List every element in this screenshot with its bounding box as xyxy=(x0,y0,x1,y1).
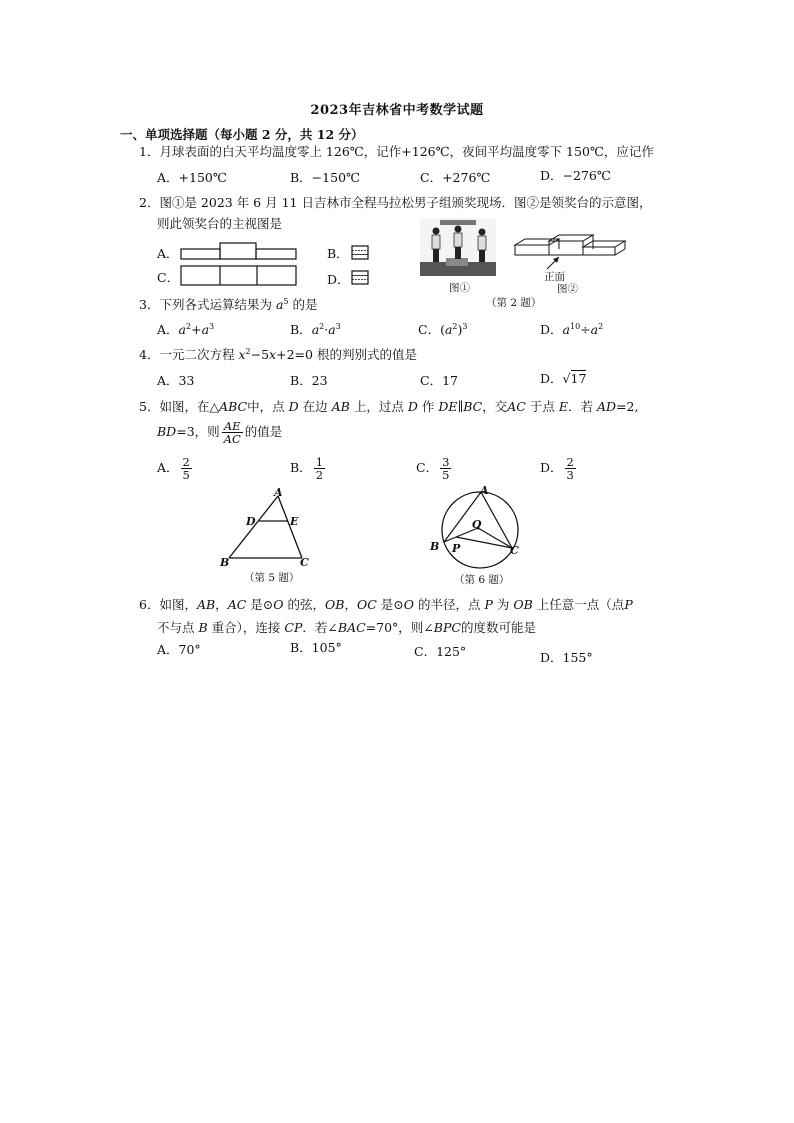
q6-option-c: C．125° xyxy=(414,644,467,659)
q2-stem-line2: 则此领奖台的主视图是 xyxy=(157,216,283,231)
q3-option-d: D．$a^{10}\div a^2$ xyxy=(540,321,604,337)
q2-option-a-figure xyxy=(180,242,298,262)
exam-title: 2023年吉林省中考数学试题 xyxy=(310,103,484,118)
q2-podium-figure xyxy=(513,233,628,278)
banner-shape xyxy=(440,220,476,225)
q5-caption: （第 5 题） xyxy=(244,572,300,584)
q2-option-b-figure xyxy=(351,245,369,261)
q5-point-a: A xyxy=(274,486,283,499)
q5-point-d: D xyxy=(246,515,256,528)
q6-point-p: P xyxy=(452,542,461,555)
q6-point-b: B xyxy=(430,540,440,553)
q2-question-caption: （第 2 题） xyxy=(486,297,542,309)
q5-triangle-figure xyxy=(226,494,306,564)
q4-option-a: A．33 xyxy=(157,373,195,388)
q2-fig1-caption: 图① xyxy=(449,282,470,294)
q2-option-d-label: D． xyxy=(327,272,350,287)
q6-caption: （第 6 题） xyxy=(454,574,510,586)
q1-option-a: A．+150℃ xyxy=(157,170,227,185)
q3-option-b: B．$a^2\cdot a^3$ xyxy=(290,321,341,337)
q6-point-a: A xyxy=(480,484,489,497)
q1-option-c: C．+276℃ xyxy=(420,170,491,185)
q2-option-c-label: C． xyxy=(157,270,180,285)
q5-point-c: C xyxy=(300,556,309,569)
q5-option-c: C． $\frac{3}{5}$ xyxy=(416,455,450,482)
q2-fig2-caption: 图② xyxy=(557,283,578,295)
q2-option-a-label: A． xyxy=(157,246,179,261)
q2-option-c-figure xyxy=(180,265,298,287)
q2-photo-figure xyxy=(420,218,496,276)
q5-option-a: A． $\frac{2}{5}$ xyxy=(157,455,190,482)
q2-stem-line1: 2．图①是 2023 年 6 月 11 日吉林市全程马拉松男子组颁奖现场．图②是领奖台的示意图， xyxy=(139,195,652,210)
q2-option-d-figure xyxy=(351,270,369,286)
q6-option-d: D．155° xyxy=(540,650,593,665)
q6-point-o: O xyxy=(472,518,482,531)
q5-ratio-fraction: $\frac{AE}{AC}$ xyxy=(223,419,241,446)
q1-option-d: D．−276℃ xyxy=(540,168,611,183)
q2-front-label: 正面 xyxy=(544,271,565,283)
q1-option-b: B．−150℃ xyxy=(290,170,361,185)
q2-option-b-label: B． xyxy=(327,246,349,261)
q5-point-e: E xyxy=(290,515,299,528)
q5-stem-line2: BD=3，则 $\frac{AE}{AC}$ 的值是 xyxy=(157,419,283,446)
q3-option-a: A．$a^2+a^3$ xyxy=(157,321,215,337)
q1-stem: 1．月球表面的白天平均温度零上 126℃，记作+126℃，夜间平均温度零下 150℃，应记作 xyxy=(139,144,654,159)
section-heading: 一、单项选择题（每小题 2 分，共 12 分） xyxy=(120,127,364,142)
q4-option-c: C．17 xyxy=(420,373,458,388)
q6-stem-line2: 不与点 B 重合），连接 CP．若∠BAC=70°，则∠BPC的度数可能是 xyxy=(157,620,536,635)
q5-stem-line1: 5．如图，在△ABC中，点 D 在边 AB 上，过点 D 作 DE∥BC，交AC 于点 E．若 AD=2, xyxy=(139,399,639,414)
q5-option-b: B． $\frac{1}{2}$ xyxy=(290,455,324,482)
q4-option-b: B．23 xyxy=(290,373,328,388)
sqrt-symbol: √ xyxy=(562,371,571,386)
q4-stem: 4．一元二次方程 $x^2-5x+2=0$ 根的判别式的值是 xyxy=(139,346,417,362)
q5-point-b: B xyxy=(220,556,230,569)
q6-point-c: C xyxy=(510,544,519,557)
q6-option-b: B．105° xyxy=(290,640,342,655)
q6-stem-line1: 6．如图，AB，AC 是⊙O 的弦，OB，OC 是⊙O 的半径，点 P 为 OB 上任意一点（点P xyxy=(139,597,633,612)
q3-stem: 3．下列各式运算结果为 $a^5$ 的是 xyxy=(139,296,318,312)
q4-option-d: D．√17 xyxy=(540,371,587,386)
q3-option-c: C．$(a^2)^3$ xyxy=(418,321,468,337)
q6-option-a: A．70° xyxy=(157,642,201,657)
q5-option-d: D． $\frac{2}{3}$ xyxy=(540,455,574,482)
